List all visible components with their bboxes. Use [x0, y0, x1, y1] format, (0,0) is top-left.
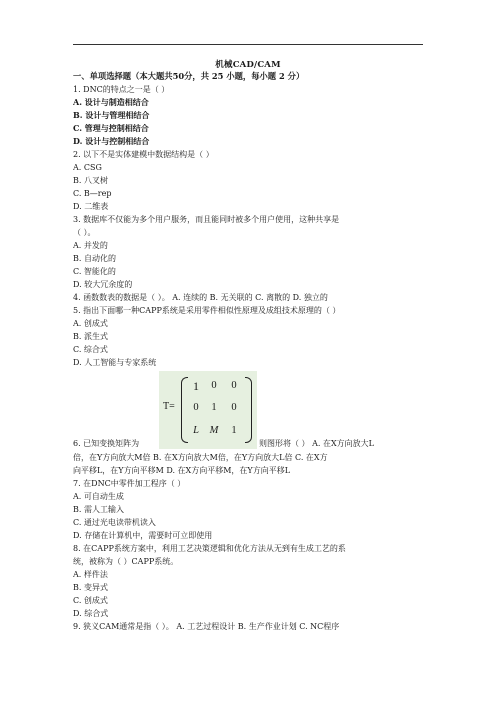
- matrix-cell-r2c3: 0: [231, 402, 237, 413]
- question-6-line1-post: 则图形将（ ） A. 在X方向放大L: [259, 439, 374, 448]
- document-title: 机械CAD/CAM: [215, 60, 281, 70]
- matrix-cell-r2c2: 1: [211, 402, 217, 413]
- q3-option-a: A. 并发的: [73, 241, 108, 250]
- q5-option-c: C. 综合式: [73, 345, 108, 354]
- q1-option-b: B. 设计与管理相结合: [73, 110, 150, 120]
- q8-option-b: B. 变异式: [73, 583, 108, 592]
- question-8-stem-line1: 8. 在CAPP系统方案中，利用工艺决策逻辑和优化方法从无到有生成工艺的系: [73, 544, 346, 553]
- question-4: 4. 函数数表的数据是（ ）。 A. 连续的 B. 无关联的 C. 离散的 D. 独立的: [73, 293, 328, 302]
- q7-option-b: B. 需人工输入: [73, 505, 124, 514]
- q5-option-a: A. 创成式: [73, 319, 108, 328]
- matrix-label: T=: [163, 401, 175, 412]
- q8-option-a: A. 样件法: [73, 570, 108, 579]
- matrix-cell-r1c3: 0: [231, 380, 237, 391]
- q8-option-d: D. 综合式: [73, 609, 109, 618]
- q5-option-b: B. 派生式: [73, 332, 108, 341]
- matrix-figure: [73, 371, 423, 451]
- question-5-stem: 5. 指出下面哪一种CAPP系统是采用零件相似性原理及成组技术原理的（ ）: [73, 306, 341, 315]
- transform-matrix: [159, 371, 257, 449]
- question-6-line3: 向平移L，在Y方向平移M D. 在X方向平移M，在Y方向平移L: [73, 466, 291, 475]
- question-3-stem-line1: 3. 数据库不仅能为多个用户服务，而且能同时被多个用户使用，这种共享是: [73, 215, 340, 224]
- matrix-cell-r2c1: 0: [193, 402, 199, 413]
- q3-option-d: D. 较大冗余度的: [73, 280, 133, 289]
- matrix-cell-r1c2: 0: [211, 380, 217, 391]
- q7-option-c: C. 通过光电读带机读入: [73, 518, 156, 527]
- q2-option-c: C. B—rep: [73, 189, 112, 198]
- q1-option-a: A. 设计与制造相结合: [73, 97, 149, 107]
- q3-option-b: B. 自动化的: [73, 254, 116, 263]
- q1-option-c: C. 管理与控制相结合: [73, 123, 149, 133]
- matrix-cell-r3c3: 1: [231, 425, 237, 436]
- q7-option-d: D. 存储在计算机中，需要时可立即使用: [73, 531, 213, 540]
- matrix-cell-r1c1: 1: [193, 379, 199, 393]
- question-6-line2: 倍，在Y方向放大M倍 B. 在X方向放大M倍，在Y方向放大L倍 C. 在X方: [73, 453, 328, 462]
- matrix-cell-r3c1: L: [193, 425, 199, 436]
- question-3-stem-line2: （ ）。: [73, 228, 96, 237]
- question-8-stem-line2: 统，被称为（ ）CAPP系统。: [73, 557, 179, 566]
- matrix-cell-r3c2: M: [209, 425, 219, 436]
- q7-option-a: A. 可自动生成: [73, 492, 124, 501]
- q2-option-a: A. CSG: [73, 163, 102, 172]
- header-rule: [73, 44, 423, 45]
- q3-option-c: C. 智能化的: [73, 267, 116, 276]
- question-2-stem: 2. 以下不是实体建模中数据结构是（ ）: [73, 150, 214, 159]
- q1-option-d: D. 设计与控制相结合: [73, 136, 150, 146]
- document-body: [73, 70, 423, 633]
- q5-option-d: D. 人工智能与专家系统: [73, 358, 157, 367]
- question-7-stem: 7. 在DNC中零件加工程序（ ）: [73, 479, 186, 488]
- section-heading: 一、单项选择题（本大题共50分，共 25 小题，每小题 2 分）: [73, 71, 305, 81]
- q2-option-d: D. 二维表: [73, 202, 109, 211]
- q2-option-b: B. 八叉树: [73, 176, 108, 185]
- question-6-line1-pre: 6. 已知变换矩阵为: [73, 439, 140, 448]
- question-1-stem: 1. DNC的特点之一是（ ）: [73, 85, 170, 94]
- question-9: 9. 狭义CAM通常是指（ ）。 A. 工艺过程设计 B. 生产作业计划 C. NC程序: [73, 622, 340, 631]
- right-bracket: [245, 377, 252, 443]
- q8-option-c: C. 创成式: [73, 596, 108, 605]
